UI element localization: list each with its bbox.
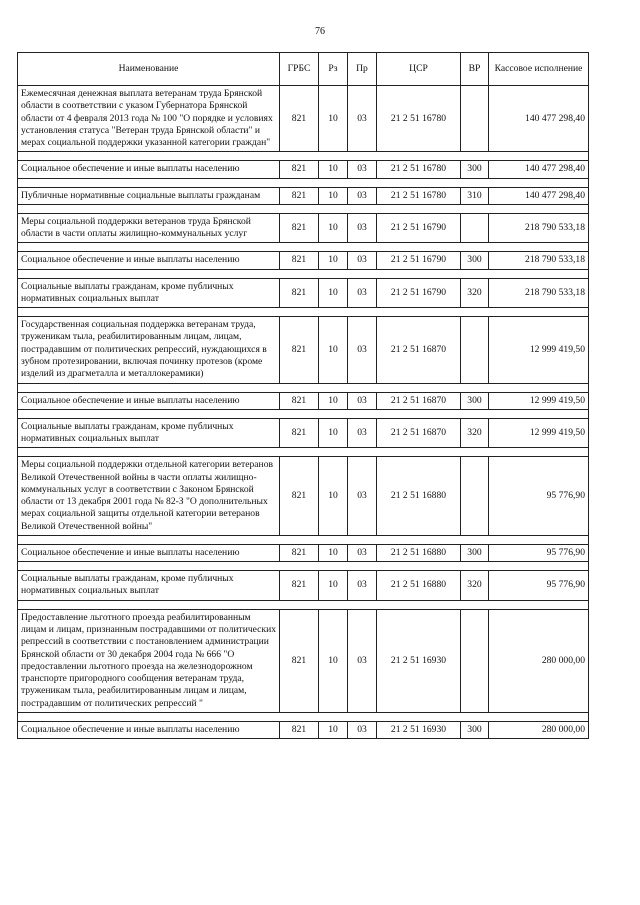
cell-rz: 10	[319, 317, 348, 383]
cell-rz: 10	[319, 609, 348, 712]
header-grbs: ГРБС	[280, 53, 319, 86]
row-gap-cell	[18, 409, 589, 418]
row-gap	[18, 448, 589, 457]
cell-vr	[461, 609, 489, 712]
cell-name: Ежемесячная денежная выплата ветеранам труда Брянской области в соответствии с указом Губернатора Брянской области от 4 февраля 2013 года № 100 "О порядке и условиях установления статуса "Ветеран труда Брянской области" и мерах социальной поддержки указанной категории граждан"	[18, 86, 280, 152]
cell-name: Социальные выплаты гражданам, кроме публичных нормативных социальных выплат	[18, 278, 280, 308]
cell-rz: 10	[319, 392, 348, 409]
cell-amount: 12 999 419,50	[489, 317, 589, 383]
cell-grbs: 821	[280, 609, 319, 712]
cell-csr: 21 2 51 16880	[377, 571, 461, 601]
cell-rz: 10	[319, 213, 348, 243]
cell-vr	[461, 213, 489, 243]
row-gap	[18, 243, 589, 252]
table-row	[18, 457, 589, 536]
cell-pr: 03	[348, 392, 377, 409]
cell-rz: 10	[319, 161, 348, 178]
cell-rz: 10	[319, 278, 348, 308]
row-gap-cell	[18, 269, 589, 278]
row-gap	[18, 204, 589, 213]
cell-vr: 320	[461, 418, 489, 448]
table-row	[18, 213, 589, 243]
row-gap	[18, 409, 589, 418]
cell-amount: 140 477 298,40	[489, 86, 589, 152]
row-gap-cell	[18, 308, 589, 317]
cell-grbs: 821	[280, 213, 319, 243]
row-gap	[18, 712, 589, 721]
header-pr: Пр	[348, 53, 377, 86]
cell-grbs: 821	[280, 418, 319, 448]
row-gap	[18, 308, 589, 317]
cell-vr: 300	[461, 161, 489, 178]
cell-grbs: 821	[280, 278, 319, 308]
cell-name: Меры социальной поддержки отдельной категории ветеранов Великой Отечественной войны в части оплаты жилищно-коммунальных услуг в соответствии с Законом Брянской области от 13 декабря 2001 года № 82-З "О дополнительных мерах социальной защиты отдельной категории ветеранов Великой Отечественной войны"	[18, 457, 280, 536]
cell-grbs: 821	[280, 571, 319, 601]
cell-rz: 10	[319, 457, 348, 536]
table-row	[18, 86, 589, 152]
table-row	[18, 392, 589, 409]
cell-amount: 280 000,00	[489, 721, 589, 738]
cell-name: Социальное обеспечение и иные выплаты населению	[18, 721, 280, 738]
cell-csr: 21 2 51 16790	[377, 213, 461, 243]
row-gap-cell	[18, 448, 589, 457]
cell-vr: 300	[461, 392, 489, 409]
cell-rz: 10	[319, 418, 348, 448]
row-gap-cell	[18, 600, 589, 609]
table-row	[18, 609, 589, 712]
cell-amount: 12 999 419,50	[489, 392, 589, 409]
cell-vr: 320	[461, 571, 489, 601]
row-gap	[18, 269, 589, 278]
header-vr: ВР	[461, 53, 489, 86]
cell-grbs: 821	[280, 161, 319, 178]
cell-pr: 03	[348, 571, 377, 601]
cell-amount: 218 790 533,18	[489, 213, 589, 243]
cell-csr: 21 2 51 16780	[377, 161, 461, 178]
cell-amount: 218 790 533,18	[489, 252, 589, 269]
row-gap-cell	[18, 383, 589, 392]
cell-vr: 300	[461, 721, 489, 738]
cell-grbs: 821	[280, 721, 319, 738]
cell-pr: 03	[348, 86, 377, 152]
cell-amount: 12 999 419,50	[489, 418, 589, 448]
cell-amount: 140 477 298,40	[489, 161, 589, 178]
cell-csr: 21 2 51 16790	[377, 252, 461, 269]
cell-vr: 300	[461, 544, 489, 561]
cell-vr: 300	[461, 252, 489, 269]
cell-csr: 21 2 51 16870	[377, 418, 461, 448]
cell-vr	[461, 317, 489, 383]
budget-table	[17, 52, 589, 739]
header-csr: ЦСР	[377, 53, 461, 86]
cell-name: Социальное обеспечение и иные выплаты населению	[18, 161, 280, 178]
cell-amount: 95 776,90	[489, 457, 589, 536]
row-gap-cell	[18, 204, 589, 213]
cell-name: Государственная социальная поддержка ветеранам труда, труженикам тыла, реабилитированным лицам, лицам, пострадавшим от политических репрессий, нуждающихся в зубном протезировании, включая починку протезов (кроме изделий из драгметалла и металлокерамики)	[18, 317, 280, 383]
cell-amount: 218 790 533,18	[489, 278, 589, 308]
cell-csr: 21 2 51 16870	[377, 392, 461, 409]
row-gap	[18, 562, 589, 571]
cell-amount: 280 000,00	[489, 609, 589, 712]
table-row	[18, 278, 589, 308]
row-gap-cell	[18, 562, 589, 571]
table-row	[18, 161, 589, 178]
cell-csr: 21 2 51 16930	[377, 721, 461, 738]
table-row	[18, 317, 589, 383]
cell-name: Публичные нормативные социальные выплаты гражданам	[18, 187, 280, 204]
table-row	[18, 252, 589, 269]
cell-csr: 21 2 51 16870	[377, 317, 461, 383]
table-row	[18, 571, 589, 601]
cell-rz: 10	[319, 252, 348, 269]
cell-csr: 21 2 51 16930	[377, 609, 461, 712]
cell-grbs: 821	[280, 187, 319, 204]
cell-name: Социальные выплаты гражданам, кроме публичных нормативных социальных выплат	[18, 418, 280, 448]
cell-grbs: 821	[280, 544, 319, 561]
cell-amount: 140 477 298,40	[489, 187, 589, 204]
cell-grbs: 821	[280, 252, 319, 269]
cell-rz: 10	[319, 571, 348, 601]
cell-name: Социальное обеспечение и иные выплаты населению	[18, 392, 280, 409]
cell-rz: 10	[319, 187, 348, 204]
row-gap-cell	[18, 152, 589, 161]
cell-pr: 03	[348, 721, 377, 738]
cell-pr: 03	[348, 317, 377, 383]
header-amount: Кассовое исполнение	[489, 53, 589, 86]
cell-pr: 03	[348, 278, 377, 308]
cell-pr: 03	[348, 457, 377, 536]
cell-name: Социальное обеспечение и иные выплаты населению	[18, 252, 280, 269]
cell-vr	[461, 457, 489, 536]
cell-csr: 21 2 51 16780	[377, 187, 461, 204]
cell-csr: 21 2 51 16880	[377, 457, 461, 536]
cell-name: Социальные выплаты гражданам, кроме публичных нормативных социальных выплат	[18, 571, 280, 601]
row-gap-cell	[18, 535, 589, 544]
cell-name: Предоставление льготного проезда реабилитированным лицам и лицам, признанным пострадавшими от политических репрессий в соответствии с постановлением администрации Брянской области от 30 декабря 2004 года № 666 "О предоставлении льготного проезда на железнодорожном транспорте пригородного сообщения ветеранам труда, труженикам тыла, реабилитированным лицам и лицам, пострадавшим от политических репрессий "	[18, 609, 280, 712]
table-row	[18, 187, 589, 204]
cell-csr: 21 2 51 16780	[377, 86, 461, 152]
cell-grbs: 821	[280, 317, 319, 383]
row-gap-cell	[18, 712, 589, 721]
cell-vr: 310	[461, 187, 489, 204]
cell-rz: 10	[319, 544, 348, 561]
row-gap	[18, 383, 589, 392]
cell-amount: 95 776,90	[489, 571, 589, 601]
row-gap	[18, 600, 589, 609]
cell-pr: 03	[348, 252, 377, 269]
table-header-row	[18, 53, 589, 86]
cell-rz: 10	[319, 721, 348, 738]
cell-pr: 03	[348, 609, 377, 712]
cell-vr	[461, 86, 489, 152]
table-row	[18, 544, 589, 561]
cell-grbs: 821	[280, 392, 319, 409]
row-gap	[18, 152, 589, 161]
cell-csr: 21 2 51 16790	[377, 278, 461, 308]
row-gap-cell	[18, 243, 589, 252]
table-row	[18, 721, 589, 738]
row-gap	[18, 535, 589, 544]
row-gap	[18, 178, 589, 187]
table-row	[18, 418, 589, 448]
page-number: 76	[315, 26, 325, 37]
row-gap-cell	[18, 178, 589, 187]
cell-grbs: 821	[280, 86, 319, 152]
cell-rz: 10	[319, 86, 348, 152]
cell-pr: 03	[348, 418, 377, 448]
header-rz: Рз	[319, 53, 348, 86]
cell-pr: 03	[348, 213, 377, 243]
header-name: Наименование	[18, 53, 280, 86]
cell-grbs: 821	[280, 457, 319, 536]
cell-vr: 320	[461, 278, 489, 308]
cell-csr: 21 2 51 16880	[377, 544, 461, 561]
cell-pr: 03	[348, 187, 377, 204]
cell-name: Меры социальной поддержки ветеранов труда Брянской области в части оплаты жилищно-коммунальных услуг	[18, 213, 280, 243]
cell-pr: 03	[348, 544, 377, 561]
cell-pr: 03	[348, 161, 377, 178]
cell-name: Социальное обеспечение и иные выплаты населению	[18, 544, 280, 561]
cell-amount: 95 776,90	[489, 544, 589, 561]
